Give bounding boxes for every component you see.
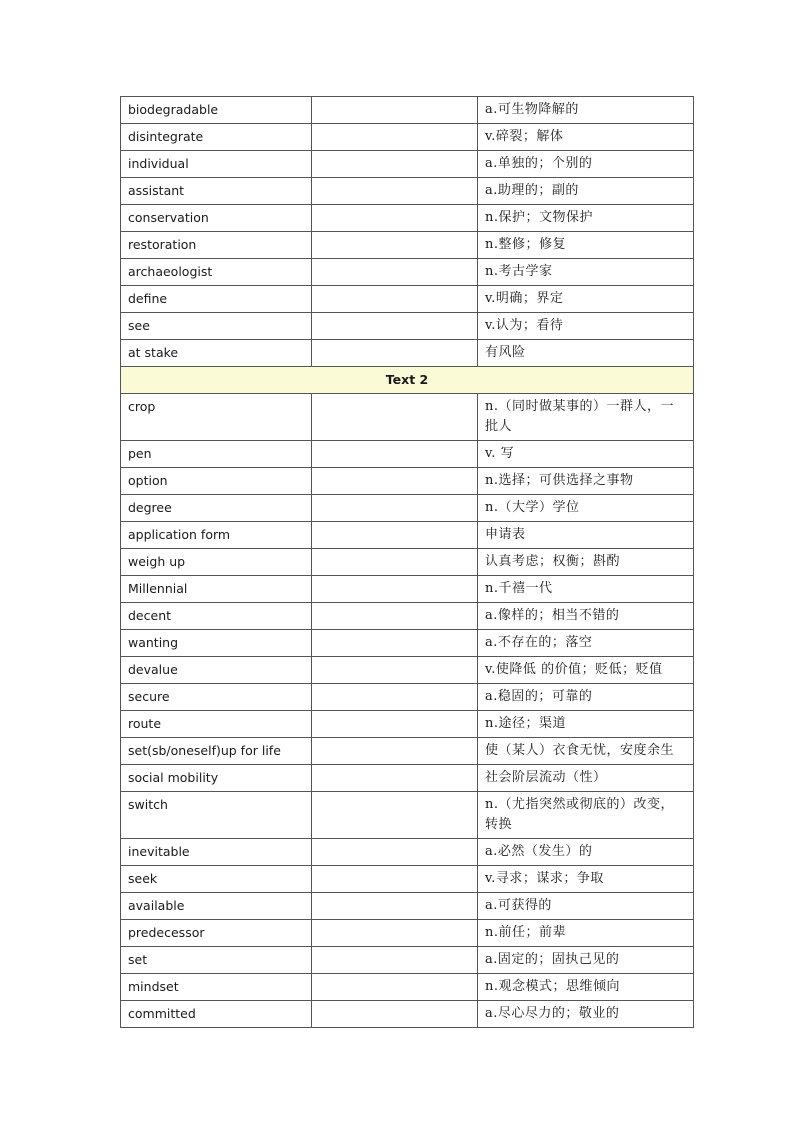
meaning-cell: n.观念模式；思维倾向 [478,974,694,1001]
table-row [121,738,694,765]
table-row [121,866,694,893]
note-cell [312,124,478,151]
table-row [121,340,694,367]
word-cell: secure [121,684,312,711]
meaning-cell: a.尽心尽力的；敬业的 [478,1001,694,1028]
note-cell [312,441,478,468]
meaning-cell: 认真考虑；权衡；斟酌 [478,549,694,576]
word-cell: at stake [121,340,312,367]
note-cell [312,792,478,839]
word-cell: archaeologist [121,259,312,286]
note-cell [312,178,478,205]
note-cell [312,286,478,313]
note-cell [312,205,478,232]
table-row [121,893,694,920]
table-row [121,549,694,576]
note-cell [312,974,478,1001]
note-cell [312,522,478,549]
meaning-cell: a.必然（发生）的 [478,839,694,866]
word-cell: set [121,947,312,974]
note-cell [312,839,478,866]
vocabulary-rows-text-2 [121,394,694,1028]
meaning-cell: n.千禧一代 [478,576,694,603]
word-cell: biodegradable [121,97,312,124]
table-row [121,974,694,1001]
note-cell [312,866,478,893]
table-row [121,286,694,313]
note-cell [312,920,478,947]
table-row [121,839,694,866]
word-cell: available [121,893,312,920]
meaning-cell: v.寻求；谋求；争取 [478,866,694,893]
word-cell: see [121,313,312,340]
section-header [121,367,694,394]
meaning-cell: v.认为；看待 [478,313,694,340]
table-row [121,576,694,603]
note-cell [312,947,478,974]
word-cell: Millennial [121,576,312,603]
meaning-cell: a.助理的；副的 [478,178,694,205]
table-row [121,205,694,232]
table-row [121,711,694,738]
word-cell: predecessor [121,920,312,947]
meaning-cell: a.单独的；个别的 [478,151,694,178]
note-cell [312,738,478,765]
word-cell: weigh up [121,549,312,576]
word-cell: route [121,711,312,738]
note-cell [312,711,478,738]
meaning-cell: 有风险 [478,340,694,367]
word-cell: set(sb/oneself)up for life [121,738,312,765]
note-cell [312,684,478,711]
word-cell: crop [121,394,312,441]
meaning-cell: n.考古学家 [478,259,694,286]
meaning-cell: v. 写 [478,441,694,468]
meaning-cell: n.保护；文物保护 [478,205,694,232]
meaning-cell: v.明确；界定 [478,286,694,313]
table-row [121,97,694,124]
word-cell: social mobility [121,765,312,792]
word-cell: assistant [121,178,312,205]
meaning-cell: 使（某人）衣食无忧，安度余生 [478,738,694,765]
note-cell [312,151,478,178]
note-cell [312,468,478,495]
word-cell: define [121,286,312,313]
table-row [121,947,694,974]
meaning-cell: n.前任；前辈 [478,920,694,947]
table-row [121,441,694,468]
table-row [121,1001,694,1028]
table-row [121,920,694,947]
word-cell: switch [121,792,312,839]
meaning-cell: 申请表 [478,522,694,549]
table-row [121,151,694,178]
note-cell [312,232,478,259]
table-row [121,657,694,684]
meaning-cell: n.（大学）学位 [478,495,694,522]
note-cell [312,97,478,124]
word-cell: mindset [121,974,312,1001]
table-row [121,313,694,340]
word-cell: wanting [121,630,312,657]
table-row [121,684,694,711]
section-title: Text 2 [121,367,694,394]
vocabulary-rows-text-1 [121,97,694,367]
word-cell: individual [121,151,312,178]
note-cell [312,549,478,576]
meaning-cell: a.不存在的；落空 [478,630,694,657]
note-cell [312,603,478,630]
note-cell [312,340,478,367]
meaning-cell: a.可获得的 [478,893,694,920]
note-cell [312,1001,478,1028]
word-cell: devalue [121,657,312,684]
table-row [121,394,694,441]
note-cell [312,394,478,441]
meaning-cell: n.（同时做某事的）一群人，一批人 [478,394,694,441]
table-row [121,522,694,549]
meaning-cell: v.碎裂；解体 [478,124,694,151]
note-cell [312,576,478,603]
table-row [121,259,694,286]
meaning-cell: 社会阶层流动（性） [478,765,694,792]
note-cell [312,630,478,657]
meaning-cell: a.像样的；相当不错的 [478,603,694,630]
word-cell: seek [121,866,312,893]
word-cell: committed [121,1001,312,1028]
vocabulary-sheet [120,96,693,1028]
table-row [121,178,694,205]
vocabulary-table [120,96,694,1028]
note-cell [312,313,478,340]
meaning-cell: a.固定的；固执己见的 [478,947,694,974]
meaning-cell: a.可生物降解的 [478,97,694,124]
note-cell [312,893,478,920]
meaning-cell: n.整修；修复 [478,232,694,259]
table-row [121,468,694,495]
word-cell: disintegrate [121,124,312,151]
meaning-cell: n.选择；可供选择之事物 [478,468,694,495]
word-cell: application form [121,522,312,549]
table-row [121,495,694,522]
table-row [121,630,694,657]
note-cell [312,657,478,684]
meaning-cell: a.稳固的；可靠的 [478,684,694,711]
table-row [121,792,694,839]
word-cell: restoration [121,232,312,259]
note-cell [312,765,478,792]
meaning-cell: n.（尤指突然或彻底的）改变，转换 [478,792,694,839]
table-row [121,124,694,151]
word-cell: conservation [121,205,312,232]
word-cell: decent [121,603,312,630]
table-row [121,232,694,259]
note-cell [312,495,478,522]
meaning-cell: v.使降低 的价值；贬低；贬值 [478,657,694,684]
note-cell [312,259,478,286]
section-row [121,367,694,394]
word-cell: degree [121,495,312,522]
word-cell: pen [121,441,312,468]
table-row [121,765,694,792]
word-cell: option [121,468,312,495]
word-cell: inevitable [121,839,312,866]
table-row [121,603,694,630]
meaning-cell: n.途径；渠道 [478,711,694,738]
